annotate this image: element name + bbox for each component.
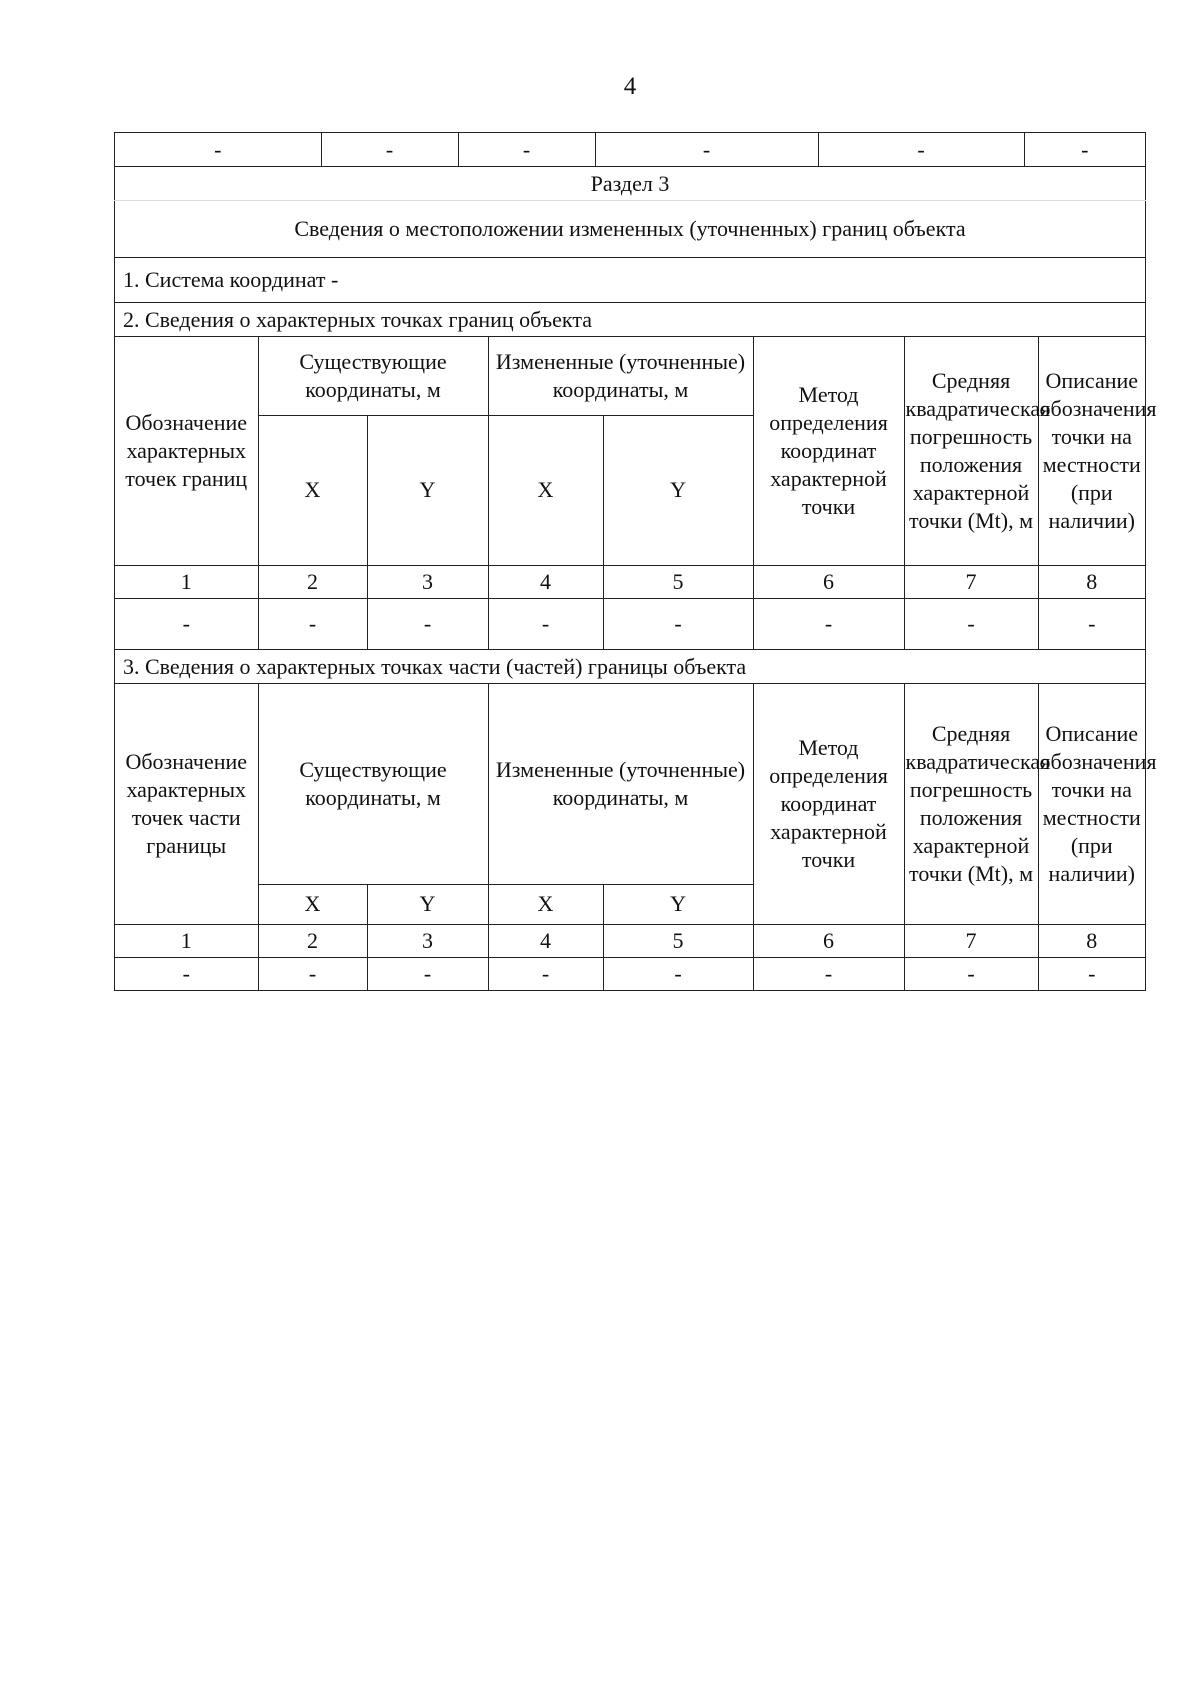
column-number: 1 xyxy=(115,565,258,598)
data-cell: - xyxy=(753,598,904,649)
data-cell: - xyxy=(115,957,258,990)
top-cell: - xyxy=(214,136,222,162)
column-number: 5 xyxy=(603,565,753,598)
part2-heading: 2. Сведения о характерных точках границ объекта xyxy=(115,303,1146,337)
header-changed-coords: Измененные (уточненные) координаты, м xyxy=(488,337,753,415)
data-cell: - xyxy=(753,957,904,990)
header-existing-coords: Существующие координаты, м xyxy=(258,337,488,415)
header-x: X xyxy=(258,884,367,924)
header-designation: Обозначение характерных точек границ xyxy=(115,337,258,565)
column-number: 2 xyxy=(258,565,367,598)
page-number: 4 xyxy=(623,73,637,100)
main-table xyxy=(114,132,1157,991)
column-number: 7 xyxy=(904,924,1038,957)
column-number: 2 xyxy=(258,924,367,957)
data-cell: - xyxy=(258,598,367,649)
header-y: Y xyxy=(603,884,753,924)
column-number: 7 xyxy=(904,565,1038,598)
header-designation: Обозначение характерных точек части границы xyxy=(115,684,258,924)
data-cell: - xyxy=(115,598,258,649)
data-cell: - xyxy=(367,957,488,990)
coordinate-system: 1. Система координат - xyxy=(115,258,1146,303)
column-number: 3 xyxy=(367,565,488,598)
section-title: Раздел 3 xyxy=(115,167,1146,201)
data-cell: - xyxy=(1088,610,1096,636)
part2-table xyxy=(115,337,1157,649)
column-number: 4 xyxy=(488,924,603,957)
header-method: Метод определения координат характерной точки xyxy=(753,337,904,565)
data-cell: - xyxy=(258,957,367,990)
header-y: Y xyxy=(367,884,488,924)
header-y: Y xyxy=(367,415,488,565)
column-number: 8 xyxy=(1038,565,1145,598)
column-number: 6 xyxy=(753,924,904,957)
part3-heading: 3. Сведения о характерных точках части (частей) границы объекта xyxy=(115,650,1146,684)
header-error: Средняя квадратическая погрешность положения характерной точки (Mt), м xyxy=(904,337,1038,565)
data-cell: - xyxy=(1088,960,1096,986)
data-cell: - xyxy=(488,957,603,990)
header-x: X xyxy=(488,884,603,924)
top-continuation-row xyxy=(115,133,1145,166)
top-cell: - xyxy=(321,133,458,166)
header-y: Y xyxy=(603,415,753,565)
top-cell: - xyxy=(1024,133,1145,166)
header-method: Метод определения координат характерной точки xyxy=(753,684,904,924)
top-cell: - xyxy=(458,133,595,166)
data-cell: - xyxy=(904,957,1038,990)
column-number: 1 xyxy=(115,924,258,957)
section-subtitle: Сведения о местоположении измененных (уточненных) границ объекта xyxy=(115,201,1146,258)
column-number: 4 xyxy=(488,565,603,598)
column-number: 8 xyxy=(1038,924,1145,957)
top-cell: - xyxy=(595,133,818,166)
column-number: 6 xyxy=(753,565,904,598)
column-number: 3 xyxy=(367,924,488,957)
data-cell: - xyxy=(603,957,753,990)
column-number: 5 xyxy=(603,924,753,957)
header-description: Описание обозначения точки на местности (при наличии) xyxy=(1038,337,1145,565)
header-x: X xyxy=(488,415,603,565)
data-cell: - xyxy=(603,598,753,649)
data-cell: - xyxy=(488,598,603,649)
header-description: Описание обозначения точки на местности (при наличии) xyxy=(1038,684,1145,924)
header-x: X xyxy=(258,415,367,565)
header-error: Средняя квадратическая погрешность положения характерной точки (Mt), м xyxy=(904,684,1038,924)
data-cell: - xyxy=(904,598,1038,649)
header-changed-coords: Измененные (уточненные) координаты, м xyxy=(488,684,753,884)
top-cell: - xyxy=(818,133,1024,166)
data-cell: - xyxy=(367,598,488,649)
part3-table xyxy=(115,684,1157,990)
header-existing-coords: Существующие координаты, м xyxy=(258,684,488,884)
